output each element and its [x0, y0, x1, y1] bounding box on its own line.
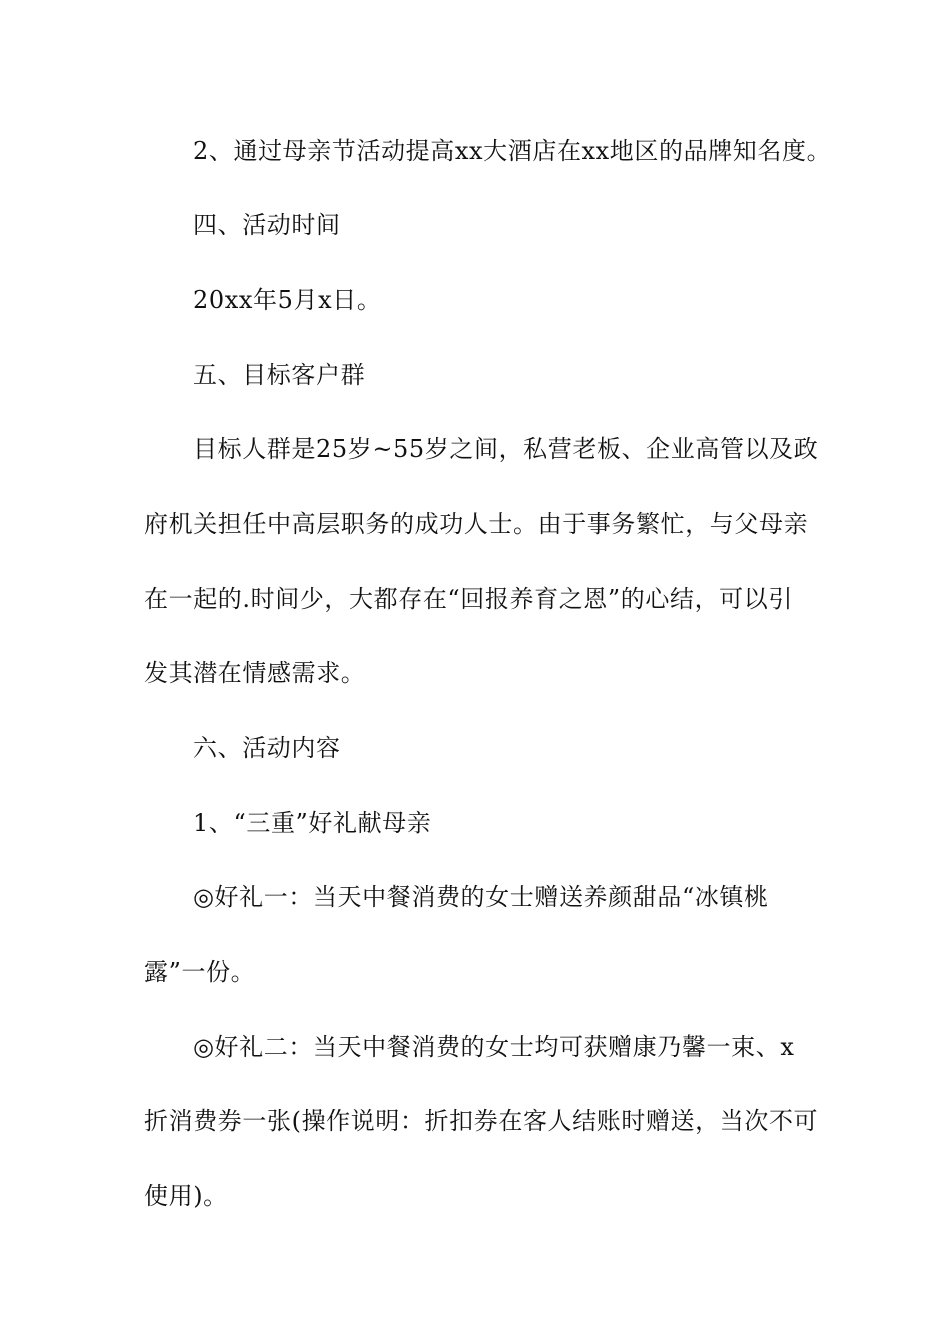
- heading-target-customers: 五、目标客户群: [193, 361, 366, 389]
- paragraph-gift-2-line-2: 折消费券一张(操作说明：折扣券在客人结账时赠送，当次不可: [144, 1107, 819, 1135]
- paragraph-activity-date: 20xx年5月x日。: [193, 286, 382, 314]
- paragraph-gift-2-line-1: ◎好礼二：当天中餐消费的女士均可获赠康乃馨一束、x: [193, 1033, 795, 1061]
- heading-activity-time: 四、活动时间: [193, 211, 341, 239]
- heading-activity-content: 六、活动内容: [193, 734, 341, 762]
- paragraph-gift-1-line-1: ◎好礼一：当天中餐消费的女士赠送养颜甜品“冰镇桃: [193, 883, 769, 911]
- paragraph-target-line-3: 在一起的.时间少，大都存在“回报养育之恩”的心结，可以引: [144, 585, 793, 613]
- paragraph-target-line-2: 府机关担任中高层职务的成功人士。由于事务繁忙，与父母亲: [144, 510, 809, 538]
- paragraph-target-line-1: 目标人群是25岁~55岁之间，私营老板、企业高管以及政: [193, 435, 819, 463]
- subheading-triple-gifts: 1、“三重”好礼献母亲: [193, 809, 432, 837]
- paragraph-gift-2-line-3: 使用)。: [144, 1182, 228, 1210]
- paragraph-target-line-4: 发其潜在情感需求。: [144, 659, 366, 687]
- paragraph-goal-2: 2、通过母亲节活动提高xx大酒店在xx地区的品牌知名度。: [193, 137, 832, 165]
- paragraph-gift-1-line-2: 露”一份。: [144, 958, 256, 986]
